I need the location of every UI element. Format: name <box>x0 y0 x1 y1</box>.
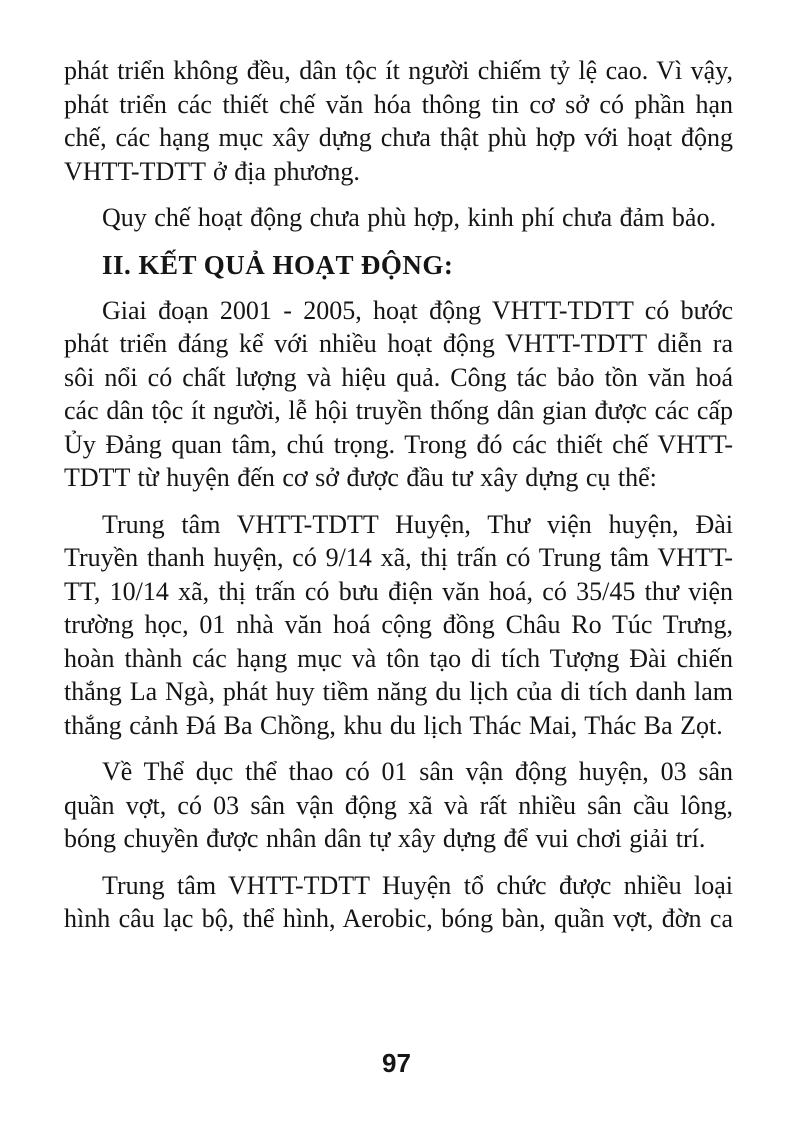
paragraph: Về Thể dục thể thao có 01 sân vận động huyện, 03 sân quần vợt, có 03 sân vận động xã và rất nhiều sân cầu lông, bóng chuyền được nhân dân tự xây dựng để vui chơi giải trí. <box>64 757 733 853</box>
page-number: 97 <box>382 1048 411 1078</box>
paragraph: Quy chế hoạt động chưa phù hợp, kinh phí chưa đảm bảo. <box>102 203 716 232</box>
paragraph: Giai đoạn 2001 - 2005, hoạt động VHTT-TDTT có bước phát triển đáng kể với nhiều hoạt động VHTT-TDTT diễn ra sôi nổi có chất lượng và hiệu quả. Công tác bảo tồn văn hoá các dân tộc ít người, lễ hội truyền thống dân gian được các cấp Ủy Đảng quan tâm, chú trọng. Trong đó các thiết chế VHTT-TDTT từ huyện đến cơ sở được đầu tư xây dựng cụ thể: <box>64 295 733 492</box>
section-heading: II. KẾT QUẢ HOẠT ĐỘNG: <box>102 249 454 280</box>
paragraph-cutoff: Trung tâm VHTT-TDTT Huyện tổ chức được nhiều loại hình câu lạc bộ, thể hình, Aerobic, bóng bàn, quần vợt, đờn ca <box>64 870 733 933</box>
paragraph: Trung tâm VHTT-TDTT Huyện, Thư viện huyện, Đài Truyền thanh huyện, có 9/14 xã, thị trấn có Trung tâm VHTT-TT, 10/14 xã, thị trấn có bưu điện văn hoá, có 35/45 thư viện trường học, 01 nhà văn hoá cộng đồng Châu Ro Túc Trưng, hoàn thành các hạng mục và tôn tạo di tích Tượng Đài chiến thắng La Ngà, phát huy tiềm năng du lịch của di tích danh lam thắng cảnh Đá Ba Chồng, khu du lịch Thác Mai, Thác Ba Zọt. <box>64 509 733 740</box>
paragraph-continuation: phát triển không đều, dân tộc ít người chiếm tỷ lệ cao. Vì vậy, phát triển các thiết chế văn hóa thông tin cơ sở có phần hạn chế, các hạng mục xây dựng chưa thật phù hợp với hoạt động VHTT-TDTT ở địa phương. <box>64 56 733 186</box>
